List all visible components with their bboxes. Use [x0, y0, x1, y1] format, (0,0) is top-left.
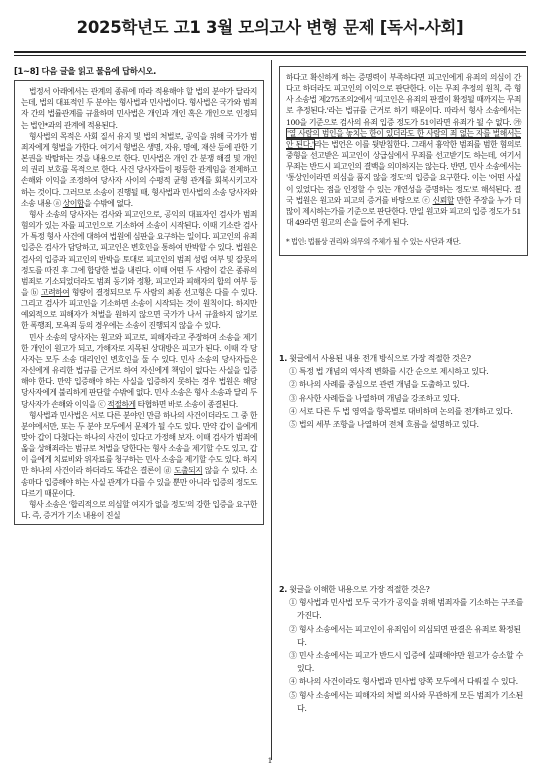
underlined-word-d: 도출되지 [174, 466, 203, 476]
column-divider [271, 60, 272, 760]
question-2 [279, 583, 528, 715]
passage-paragraph-3: 형사 소송의 당사자는 검사와 피고인으로, 공익의 대표자인 검사가 범죄 혐의가 있는 자를 피고인으로 기소하여 소송이 시작된다. 이때 기소란 검사가 특정 형사 사건에 대하여 법원에 심판을 요구하는 일이다. 피고인의 유죄 입증은 검사가 담당하고, 피고인은 변호인을 통하여 반박할 수 있다. 법원은 검사의 입증과 피고인의 반박을 토대로 피고인의 범죄 성립 여부 및 잘못의 정도를 따진 후 그에 합당한 벌을 내린다. 이때 어떤 두 사람이 같은 종류의 범죄로 기소되었더라도 범죄 동기와 정황, 피고인과 피해자의 합의 여부 등을 ⓑ 고려하여 형량이 결정되므로 두 사람의 최종 선고형은 다를 수 있다. 그리고 검사가 피고인을 기소하면 소송이 시작되는 것이 원칙이다. 하지만 예외적으로 피해자가 처벌을 원하지 않으면 국가가 나서 규율하지 않기로 한 폭행죄, 모욕죄 등의 경우에는 소송이 진행되지 않을 수 있다. [21, 209, 257, 331]
passage-continuation: 하다고 확신하게 하는 증명력이 부족하다면 피고인에게 유죄의 의심이 간다고 하더라도 피고인의 이익으로 판단한다. 이는 무죄 추정의 원칙, 즉 형사 소송법 제275조의2에서 '피고인은 유죄의 판결이 확정될 때까지는 무죄로 추정된다.'라는 법규를 근거로 하기 때문이다. 따라서 형사 소송에서는 100을 기준으로 검사의 유죄 입증 정도가 51이라면 유죄가 될 수 없다. ㉮ '열 사람의 범인을 놓치는 한이 있더라도 한 사람의 죄 없는 자를 벌해서는 안 된다.'라는 법언은 이를 뒷받침한다. 그래서 흉악한 범죄를 범한 혐의로 중형을 선고받은 피고인이 상급심에서 무죄를 선고받기도 하는데, 여기서 무죄는 반드시 피고인의 결백을 의미하지는 않는다. 반면, 민사 소송에서는 '통상인이라면 의심을 품지 않을 정도'의 입증을 요구한다. 이는 '어떤 사실이 있었다는 점을 인정할 수 있는 개연성을 증명하는 정도'로 해석된다. 결국 법원은 원고와 피고의 증거를 바탕으로 ⓔ 신뢰할 만한 주장을 누가 더 많이 제시하는가를 기준으로 판단한다. 만일 원고와 피고의 입증 정도가 51 대 49라면 원고의 손을 들어 주게 된다. [286, 73, 521, 228]
choice-1[interactable]: ① 특정 법 개념의 역사적 변화를 시간 순으로 제시하고 있다. [289, 367, 489, 377]
question-stem: 2. 윗글을 이해한 내용으로 가장 적절한 것은? [279, 585, 430, 594]
choice-2[interactable]: ② 형사 소송에서는 피고인이 유죄임이 의심되면 판결은 유죄로 확정된다. [289, 624, 521, 647]
choice-5[interactable]: ⑤ 법의 세부 조항을 나열하며 전체 흐름을 설명하고 있다. [289, 420, 479, 430]
choice-3[interactable]: ③ 민사 소송에서는 피고가 반드시 입증에 실패해야만 원고가 승소할 수 있다. [289, 651, 523, 674]
choice-2[interactable]: ② 하나의 사례를 중심으로 관련 개념을 도출하고 있다. [289, 380, 470, 390]
question-1 [279, 352, 528, 431]
choice-4[interactable]: ④ 하나의 사건이라도 형사법과 민사법 양쪽 모두에서 다뤄질 수 있다. [289, 677, 518, 687]
passage-paragraph-4: 민사 소송의 당사자는 원고와 피고로, 피해자라고 주장하며 소송을 제기한 개인이 원고가 되고, 가해자로 지목된 상대방은 피고가 된다. 이때 각 당사자는 모두 소송 대리인인 변호인을 둘 수 있다. 민사 소송의 당사자들은 자신에게 유리한 법규를 근거로 하여 자신에게 책임이 없다는 사실을 입증해야 한다. 만약 입증해야 하는 사실을 입증하지 못하는 경우 법원은 해당 당사자에게 불리하게 판단할 수밖에 없다. 민사 소송은 형사 소송과 달리 두 당사자가 손해와 이익을 ⓒ 적절하게 타협하면 바로 소송이 종결된다. [21, 332, 257, 409]
question-stem: 1. 윗글에서 사용된 내용 전개 방식으로 가장 적절한 것은? [279, 354, 471, 363]
right-column [279, 66, 528, 256]
choice-1[interactable]: ① 형사법과 민사법 모두 국가가 공익을 위해 범죄자를 기소하는 구조를 가진다. [289, 598, 523, 621]
left-column [14, 66, 264, 525]
choice-5[interactable]: ⑤ 형사 소송에서는 피해자의 처벌 의사와 무관하게 모든 범죄가 기소된다. [289, 690, 523, 713]
footnote: * 법인: 법률상 권리와 의무의 주체가 될 수 있는 사단과 재단. [286, 237, 461, 247]
passage-paragraph-2: 형사법의 목적은 사회 질서 유지 및 법의 처벌로, 공익을 위해 국가가 범죄자에게 형벌을 가한다. 여기서 형벌은 생명, 자유, 명예, 재산 등에 관한 기본권을 박탈하는 것을 내용으로 한다. 민사법은 개인 간 분쟁 해결 및 개인의 권리 보호를 목적으로 한다. 사건 당사자들이 평등한 관계임을 전제하고 손해와 이익을 조정하여 당사자 사이의 수평적 균형 관계를 회복시키고자 하는 것이다. 그러므로 소송이 진행될 때, 형사법과 민사법의 소송 당사자와 소송 내용 ⓐ 상이함을 수밖에 없다. [21, 131, 257, 208]
title-rule-thin [14, 55, 526, 56]
passage-continuation-box [279, 66, 528, 256]
passage-box [14, 80, 264, 525]
underlined-word-e: 신뢰할 [432, 195, 454, 205]
passage-paragraph-1: 법정서 아래에서는 관계의 종류에 따라 적용해야 할 법의 분야가 달라지는데, 법의 대표적인 두 분야는 형사법과 민사법이다. 형사법은 국가와 범죄자 간의 법률관계를 규율하며 민사법은 개인과 개인 혹은 개인으로 인정되는 법인*과의 관계에 적용된다. [21, 87, 257, 130]
passage-paragraph-5: 형사법과 민사법은 서로 다른 분야인 만큼 하나의 사건이더라도 그 중 한 분야에서만, 또는 두 분야 모두에서 문제가 될 수도 있다. 만약 갑이 을에게 맞아 갑이 다쳤다는 하나의 사건이 있다고 가정해 보자. 이때 검사가 범죄에 옮을 상해죄라는 범규로 처벌을 당한다는 형사 소송을 제기할 수도 있고, 갑이 을에게 치료비와 위자료를 청구하는 민사 소송을 제기할 수도 있다. 하지만 하나의 사건이라 하더라도 똑같은 결론이 ⓓ 도출되지 않을 수 있다. 소송마다 입증해야 하는 사실 관계가 다를 수 있을 뿐만 아니라 입증의 정도도 다르기 때문이다. [21, 410, 257, 498]
title-rule [14, 51, 526, 53]
page-title: 2025학년도 고1 3월 모의고사 변형 문제 [독서-사회] [76, 18, 464, 37]
underlined-word-a: 상이함 [62, 198, 85, 208]
choice-4[interactable]: ④ 서로 다른 두 법 영역을 항목별로 대비하며 논의를 전개하고 있다. [289, 406, 513, 416]
page-number: 1 [267, 756, 273, 765]
choice-3[interactable]: ③ 유사한 사례들을 나열하며 개념을 강조하고 있다. [289, 393, 460, 403]
underlined-word-c: 적절하게 [107, 399, 136, 409]
boxed-quote: '열 사람의 범인을 놓치는 한이 있더라도 한 사람의 죄 없는 자를 벌해서는 안 된다.' [286, 128, 521, 149]
passage-paragraph-6: 형사 소송은 '합리적으로 의심할 여지가 없을 정도'의 강한 입증을 요구한다. 즉, 증거가 기소 내용이 진실 [21, 499, 257, 521]
instruction: [1~8] 다음 글을 읽고 물음에 답하시오. [14, 66, 157, 76]
underlined-word-b: 고려하여 [41, 287, 70, 297]
